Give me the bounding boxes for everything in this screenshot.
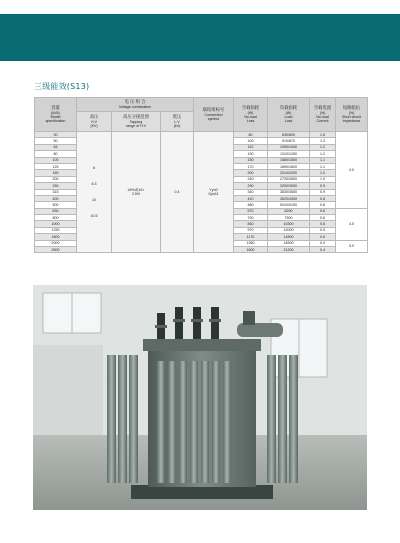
voltage-group-header: 电 压 组 合 Voltage combination (77, 98, 194, 112)
capacity-cell: 1250 (35, 227, 77, 233)
noload-current-cell: 0.6 (310, 208, 336, 214)
load-loss-cell: 6200 (268, 208, 310, 214)
load-loss-cell: 2310/2200 (268, 170, 310, 176)
noload-loss-cell: 110 (234, 144, 268, 150)
capacity-cell: 630 (35, 208, 77, 214)
load-loss-cell: 5410/5150 (268, 202, 310, 208)
transformer-photo (33, 285, 367, 510)
load-loss-cell: 18300 (268, 240, 310, 246)
capacity-cell: 800 (35, 215, 77, 221)
load-loss-header: 负载损耗 (W) Load Loss (268, 98, 310, 132)
noload-current-cell: 1.0 (310, 170, 336, 176)
capacity-cell: 500 (35, 202, 77, 208)
noload-current-header: 空载电流 (%) No-load Current (310, 98, 336, 132)
noload-loss-cell: 100 (234, 138, 268, 144)
capacity-cell: 80 (35, 151, 77, 157)
noload-current-cell: 0.8 (310, 202, 336, 208)
noload-current-cell: 0.8 (310, 195, 336, 201)
capacity-header: 容量 (kVA) Model specification (35, 98, 77, 132)
noload-current-cell: 1.3 (310, 138, 336, 144)
photo-wall-panel-left (33, 345, 103, 435)
noload-current-cell: 1.1 (310, 157, 336, 163)
noload-loss-cell: 340 (234, 189, 268, 195)
load-loss-cell: 12000 (268, 227, 310, 233)
noload-current-cell: 0.6 (310, 221, 336, 227)
noload-loss-cell: 200 (234, 170, 268, 176)
spec-table (34, 97, 368, 253)
tap-header: 高压分接范围 Tapping range of H.V (112, 112, 161, 132)
noload-current-cell: 1.5 (310, 132, 336, 138)
capacity-cell: 100 (35, 157, 77, 163)
impedance-cell: 4.0 (336, 132, 368, 209)
noload-loss-cell: 290 (234, 183, 268, 189)
connection-cell: Yyn0 Dyn11 (194, 132, 234, 253)
capacity-cell: 1000 (35, 221, 77, 227)
capacity-cell: 200 (35, 176, 77, 182)
noload-current-cell: 0.6 (310, 215, 336, 221)
capacity-cell: 400 (35, 195, 77, 201)
noload-loss-cell: 410 (234, 195, 268, 201)
noload-loss-cell: 480 (234, 202, 268, 208)
noload-current-cell: 0.4 (310, 247, 336, 253)
capacity-cell: 63 (35, 144, 77, 150)
noload-current-cell: 0.9 (310, 183, 336, 189)
load-loss-cell: 7500 (268, 215, 310, 221)
noload-loss-cell: 700 (234, 215, 268, 221)
connection-header: 联结组标号 Connection symbol (194, 98, 234, 132)
section-title: 三级能效(S13) (34, 82, 90, 91)
noload-loss-cell: 170 (234, 163, 268, 169)
noload-loss-cell: 830 (234, 221, 268, 227)
capacity-cell: 250 (35, 183, 77, 189)
noload-current-cell: 1.2 (310, 151, 336, 157)
load-loss-cell: 14500 (268, 234, 310, 240)
noload-current-cell: 1.2 (310, 144, 336, 150)
noload-loss-cell: 150 (234, 157, 268, 163)
load-loss-cell: 3830/3650 (268, 189, 310, 195)
capacity-cell: 50 (35, 138, 77, 144)
noload-loss-cell: 1600 (234, 247, 268, 253)
noload-current-cell: 1.0 (310, 176, 336, 182)
noload-loss-cell: 1360 (234, 240, 268, 246)
impedance-cell: 4.5 (336, 208, 368, 240)
load-loss-cell: 4520/4300 (268, 195, 310, 201)
lv-header: 低压 L.V (kV) (161, 112, 194, 132)
noload-loss-cell: 80 (234, 132, 268, 138)
capacity-cell: 125 (35, 163, 77, 169)
load-loss-cell: 10300 (268, 221, 310, 227)
load-loss-cell: 3200/3050 (268, 183, 310, 189)
tap-cell: ±5%或±2× 2.5% (112, 132, 161, 253)
header-band (0, 14, 400, 61)
lv-cell: 0.4 (161, 132, 194, 253)
load-loss-cell: 21200 (268, 247, 310, 253)
noload-loss-cell: 240 (234, 176, 268, 182)
load-loss-cell: 910/870 (268, 138, 310, 144)
hv-header: 高压 H.V (KV) (77, 112, 112, 132)
load-loss-cell: 1580/1500 (268, 157, 310, 163)
noload-loss-cell: 970 (234, 227, 268, 233)
noload-current-cell: 0.5 (310, 227, 336, 233)
load-loss-cell: 1890/1800 (268, 163, 310, 169)
load-loss-cell: 630/600 (268, 132, 310, 138)
noload-current-cell: 0.4 (310, 240, 336, 246)
capacity-cell: 2000 (35, 240, 77, 246)
noload-loss-cell: 1170 (234, 234, 268, 240)
load-loss-cell: 1090/1040 (268, 144, 310, 150)
noload-current-cell: 1.1 (310, 163, 336, 169)
capacity-cell: 160 (35, 170, 77, 176)
noload-current-cell: 0.9 (310, 189, 336, 195)
noload-loss-cell: 130 (234, 151, 268, 157)
capacity-cell: 30 (35, 132, 77, 138)
noload-loss-header: 空载损耗 (W) No-load Loss (234, 98, 268, 132)
capacity-cell: 1600 (35, 234, 77, 240)
noload-current-cell: 0.5 (310, 234, 336, 240)
load-loss-cell: 2730/2600 (268, 176, 310, 182)
noload-loss-cell: 570 (234, 208, 268, 214)
impedance-cell: 5.0 (336, 240, 368, 253)
load-loss-cell: 1310/1250 (268, 151, 310, 157)
hv-cell: 6 6.3 10 10.5 (77, 132, 112, 253)
capacity-cell: 315 (35, 189, 77, 195)
capacity-cell: 2500 (35, 247, 77, 253)
impedance-header: 短路阻抗 (%) Short circuit Impedance (336, 98, 368, 132)
